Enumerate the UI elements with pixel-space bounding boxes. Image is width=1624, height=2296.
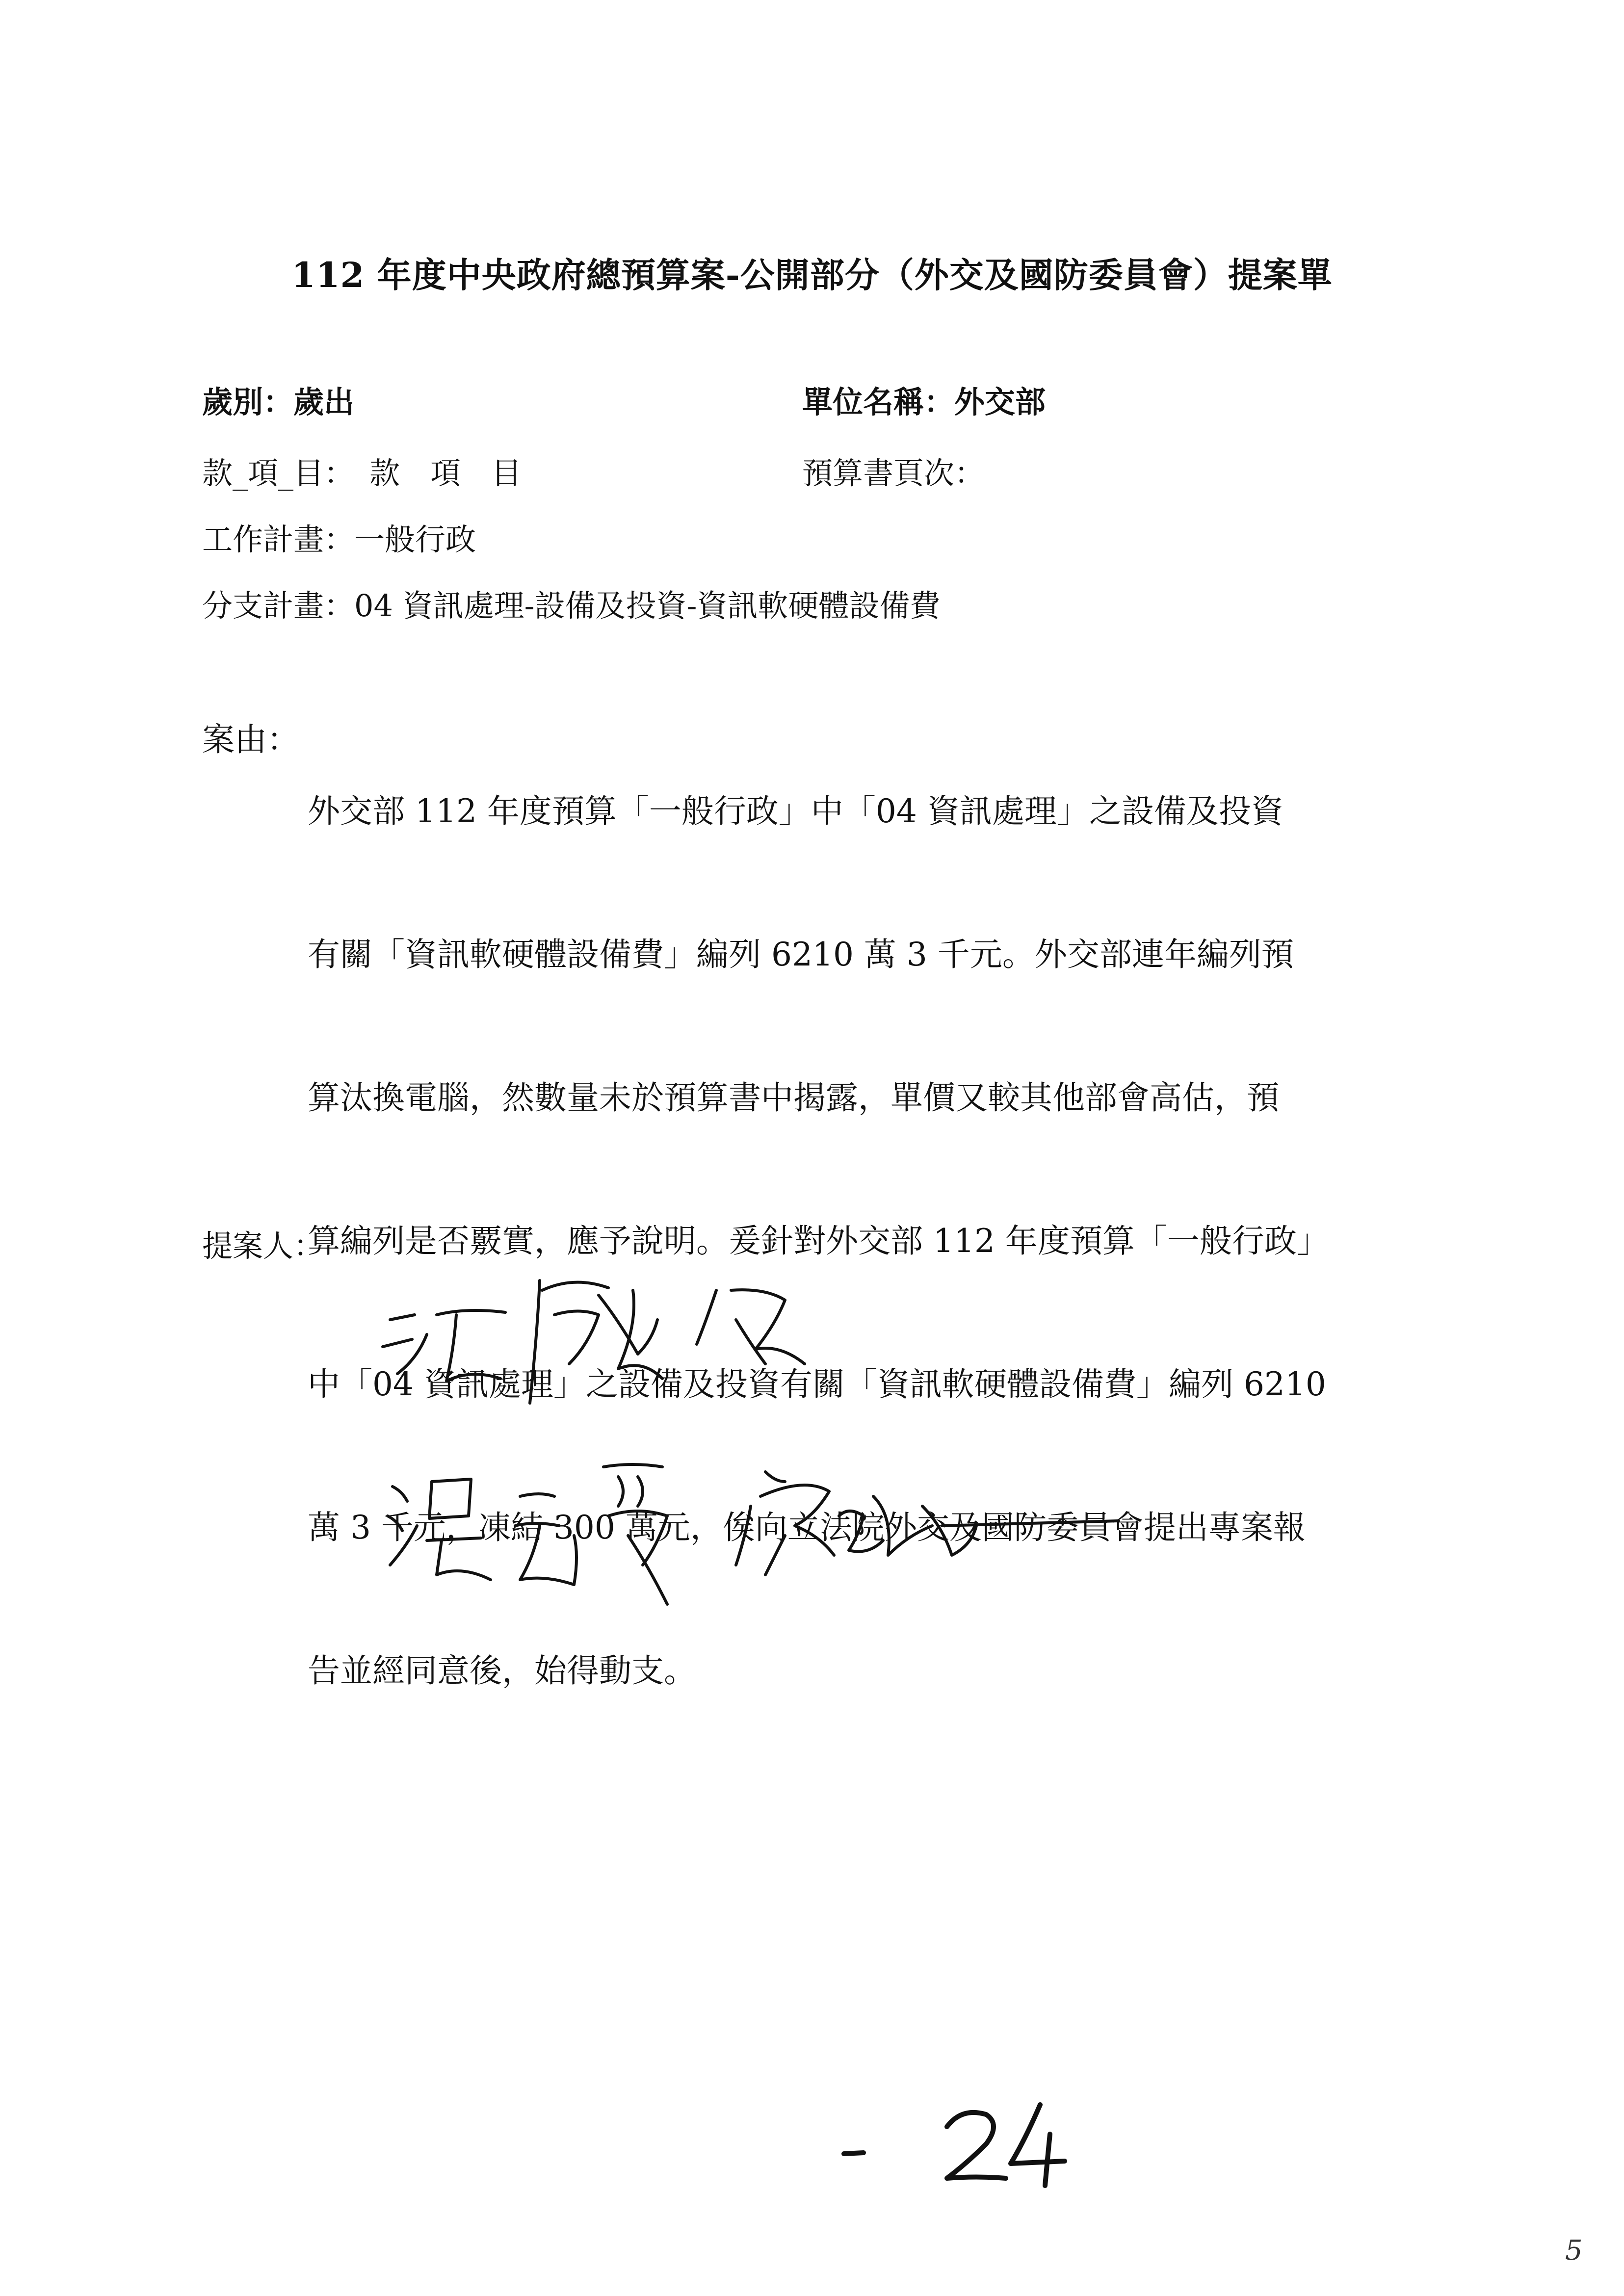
proposal-line: 有關「資訊軟硬體設備費」編列 6210 萬 3 千元。外交部連年編列預 (308, 936, 1294, 973)
signature-3 (736, 1472, 1119, 1575)
proposal-line: 中「04 資訊處理」之設備及投資有關「資訊軟硬體設備費」編列 6210 (308, 1365, 1326, 1403)
handwritten-signatures (343, 1261, 1227, 1653)
proposal-line: 算汰換電腦，然數量未於預算書中揭露，單價又較其他部會高估，預 (308, 1079, 1279, 1117)
proposal-line: 算編列是否覈實，應予說明。爰針對外交部 112 年度預算「一般行政」 (308, 1222, 1329, 1260)
proposer-label: 提案人： (202, 1228, 324, 1264)
signature-2 (388, 1464, 667, 1604)
proposal-line: 外交部 112 年度預算「一般行政」中「04 資訊處理」之設備及投資 (308, 792, 1283, 830)
handwritten-page-number (834, 2080, 1109, 2198)
sub-plan-field: 分支計畫：04 資訊處理-設備及投資-資訊軟硬體設備費 (202, 588, 941, 624)
signature-1 (383, 1280, 805, 1403)
proposal-label: 案由： (202, 721, 299, 758)
section-field: 款_項_目： 款 項 目 (202, 455, 522, 491)
proposal-line: 萬 3 千元，凍結 300 萬元，俟向立法院外交及國防委員會提出專案報 (308, 1509, 1306, 1546)
corner-page-number: 5 (1565, 2235, 1583, 2267)
document-title: 112 年度中央政府總預算案-公開部分（外交及國防委員會）提案單 (291, 255, 1333, 295)
unit-name-field: 單位名稱：外交部 (802, 384, 1046, 420)
proposal-line: 告並經同意後，始得動支。 (308, 1652, 696, 1690)
work-plan-field: 工作計畫：一般行政 (202, 522, 476, 557)
budget-page-field: 預算書頁次： (802, 455, 985, 491)
category-field: 歲別：歲出 (202, 384, 355, 420)
